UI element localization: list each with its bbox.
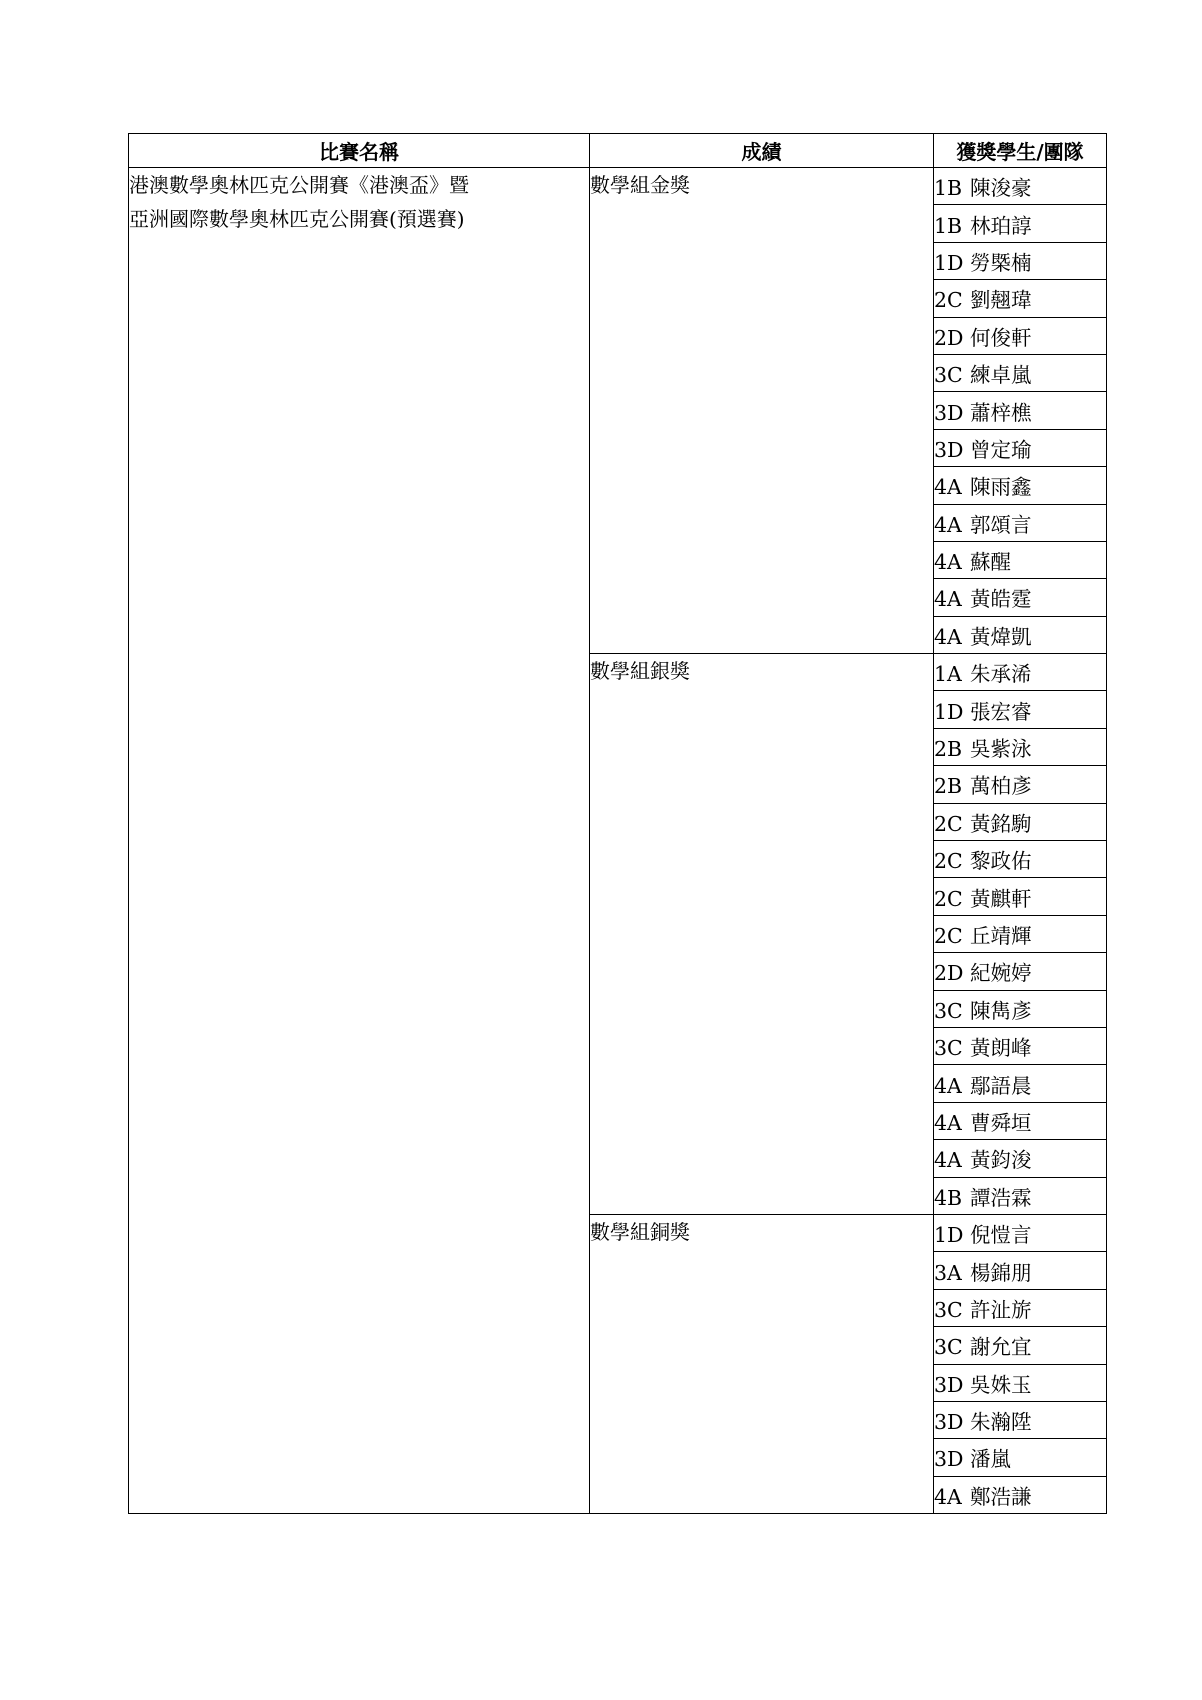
- winner-class: 2D: [934, 325, 964, 350]
- winner-name: 吳姝玉: [970, 1372, 1032, 1397]
- winner-name: 張宏睿: [970, 699, 1032, 724]
- winner-cell: [934, 467, 1107, 504]
- winner-class: 4A: [934, 587, 962, 612]
- winner-cell: [934, 691, 1107, 728]
- winner-class: 4A: [934, 475, 962, 500]
- winner-name: 陳雨鑫: [970, 475, 1032, 500]
- winner-cell: [934, 953, 1107, 990]
- winner-class: 3C: [934, 1297, 963, 1322]
- winner-cell: [934, 878, 1107, 915]
- winner-class: 3D: [934, 437, 964, 462]
- winner-name: 潘嵐: [970, 1447, 1011, 1472]
- awards-table: [128, 133, 1107, 1514]
- winner-class: 2D: [934, 961, 964, 986]
- winner-class: 2C: [934, 288, 963, 313]
- result-cell: 數學組金獎: [590, 168, 934, 654]
- winner-class: 3D: [934, 1372, 964, 1397]
- result-cell: 數學組銀獎: [590, 654, 934, 1215]
- winner-name: 楊錦朋: [970, 1260, 1032, 1285]
- winner-name: 黃銘駒: [970, 811, 1032, 836]
- winner-name: 鄭浩謙: [970, 1484, 1032, 1509]
- competition-name-line: 港澳數學奧林匹克公開賽《港澳盃》暨: [129, 173, 469, 197]
- winner-class: 4A: [934, 1073, 962, 1098]
- header-result: 成績: [590, 134, 934, 168]
- winner-name: 劉翹瑋: [970, 288, 1032, 313]
- winner-cell: [934, 1289, 1107, 1326]
- winner-name: 練卓嵐: [970, 363, 1032, 388]
- winner-cell: [934, 1364, 1107, 1401]
- competition-name-cell: [129, 168, 590, 1514]
- winner-cell: [934, 1401, 1107, 1438]
- winner-name: 郭頌言: [970, 512, 1032, 537]
- winner-cell: [934, 1476, 1107, 1513]
- winner-name: 蘇醒: [970, 550, 1011, 575]
- header-competition-name: 比賽名稱: [129, 134, 590, 168]
- winner-cell: [934, 1177, 1107, 1214]
- winner-cell: [934, 317, 1107, 354]
- winner-cell: [934, 541, 1107, 578]
- winner-cell: [934, 915, 1107, 952]
- winner-class: 4A: [934, 550, 962, 575]
- winner-name: 黃皓霆: [970, 587, 1032, 612]
- winner-name: 曹舜垣: [970, 1110, 1032, 1135]
- winner-cell: [934, 766, 1107, 803]
- winner-cell: [934, 1140, 1107, 1177]
- winner-cell: [934, 1065, 1107, 1102]
- winner-class: 3D: [934, 400, 964, 425]
- winner-class: 1D: [934, 1223, 964, 1248]
- winner-name: 黃鈞浚: [970, 1148, 1032, 1173]
- winner-class: 1B: [934, 213, 963, 238]
- winner-cell: [934, 990, 1107, 1027]
- winner-name: 鄢語晨: [970, 1073, 1032, 1098]
- winner-name: 陳浚豪: [970, 176, 1032, 201]
- winner-name: 朱承浠: [970, 662, 1032, 687]
- table-body: [129, 168, 1107, 1514]
- winner-cell: [934, 1102, 1107, 1139]
- winner-cell: [934, 803, 1107, 840]
- winner-class: 2B: [934, 737, 963, 762]
- header-winners: 獲獎學生/團隊: [934, 134, 1107, 168]
- winner-name: 黃煒凱: [970, 624, 1032, 649]
- winner-cell: [934, 1252, 1107, 1289]
- winner-class: 2C: [934, 886, 963, 911]
- winner-name: 倪愷言: [970, 1223, 1032, 1248]
- winner-class: 2C: [934, 849, 963, 874]
- winner-class: 3D: [934, 1447, 964, 1472]
- winner-cell: [934, 242, 1107, 279]
- winner-name: 吳紫泳: [970, 737, 1032, 762]
- winner-cell: [934, 841, 1107, 878]
- header-row: [129, 134, 1107, 168]
- winner-cell: [934, 168, 1107, 205]
- winner-cell: [934, 205, 1107, 242]
- winner-class: 3C: [934, 363, 963, 388]
- winner-name: 朱瀚陞: [970, 1410, 1032, 1435]
- winner-name: 許沚旂: [970, 1297, 1032, 1322]
- winner-name: 何俊軒: [970, 325, 1032, 350]
- winner-cell: [934, 280, 1107, 317]
- winner-cell: [934, 504, 1107, 541]
- winner-class: 4A: [934, 1148, 962, 1173]
- table-row: [129, 168, 1107, 205]
- winner-name: 譚浩霖: [970, 1185, 1032, 1210]
- winner-cell: [934, 429, 1107, 466]
- winner-class: 2B: [934, 774, 963, 799]
- winner-name: 謝允宜: [970, 1335, 1032, 1360]
- winner-name: 曾定瑜: [970, 437, 1032, 462]
- winner-name: 陳雋彥: [970, 998, 1032, 1023]
- winner-class: 3C: [934, 998, 963, 1023]
- winner-name: 黃朗峰: [970, 1036, 1032, 1061]
- winner-class: 4B: [934, 1185, 963, 1210]
- winner-class: 4A: [934, 512, 962, 537]
- winner-cell: [934, 392, 1107, 429]
- competition-name-line: 亞洲國際數學奧林匹克公開賽(預選賽): [129, 207, 465, 231]
- winner-cell: [934, 1439, 1107, 1476]
- winner-cell: [934, 728, 1107, 765]
- winner-class: 1A: [934, 662, 962, 687]
- winner-cell: [934, 1027, 1107, 1064]
- winner-cell: [934, 1214, 1107, 1251]
- winner-class: 2C: [934, 924, 963, 948]
- winner-name: 林珀諄: [970, 213, 1032, 238]
- winner-cell: [934, 354, 1107, 391]
- winner-class: 1B: [934, 176, 963, 201]
- winner-cell: [934, 579, 1107, 616]
- winner-class: 3C: [934, 1036, 963, 1061]
- winner-cell: [934, 654, 1107, 691]
- winner-class: 4A: [934, 624, 962, 649]
- winner-name: 萬柏彥: [970, 774, 1032, 799]
- winner-cell: [934, 1327, 1107, 1364]
- winner-class: 4A: [934, 1110, 962, 1135]
- winner-class: 3D: [934, 1410, 964, 1435]
- winner-name: 黃麒軒: [970, 886, 1032, 911]
- winner-class: 2C: [934, 811, 963, 836]
- winner-class: 3A: [934, 1260, 962, 1285]
- winner-class: 3C: [934, 1335, 963, 1360]
- winner-name: 丘靖輝: [970, 924, 1032, 948]
- winner-class: 4A: [934, 1484, 962, 1509]
- winner-name: 勞槩楠: [970, 250, 1032, 275]
- winner-name: 蕭梓樵: [970, 400, 1032, 425]
- winner-class: 1D: [934, 699, 964, 724]
- winner-cell: [934, 616, 1107, 653]
- winner-class: 1D: [934, 250, 964, 275]
- winner-name: 黎政佑: [970, 849, 1032, 874]
- winner-name: 紀婉婷: [970, 961, 1032, 986]
- result-cell: 數學組銅獎: [590, 1214, 934, 1513]
